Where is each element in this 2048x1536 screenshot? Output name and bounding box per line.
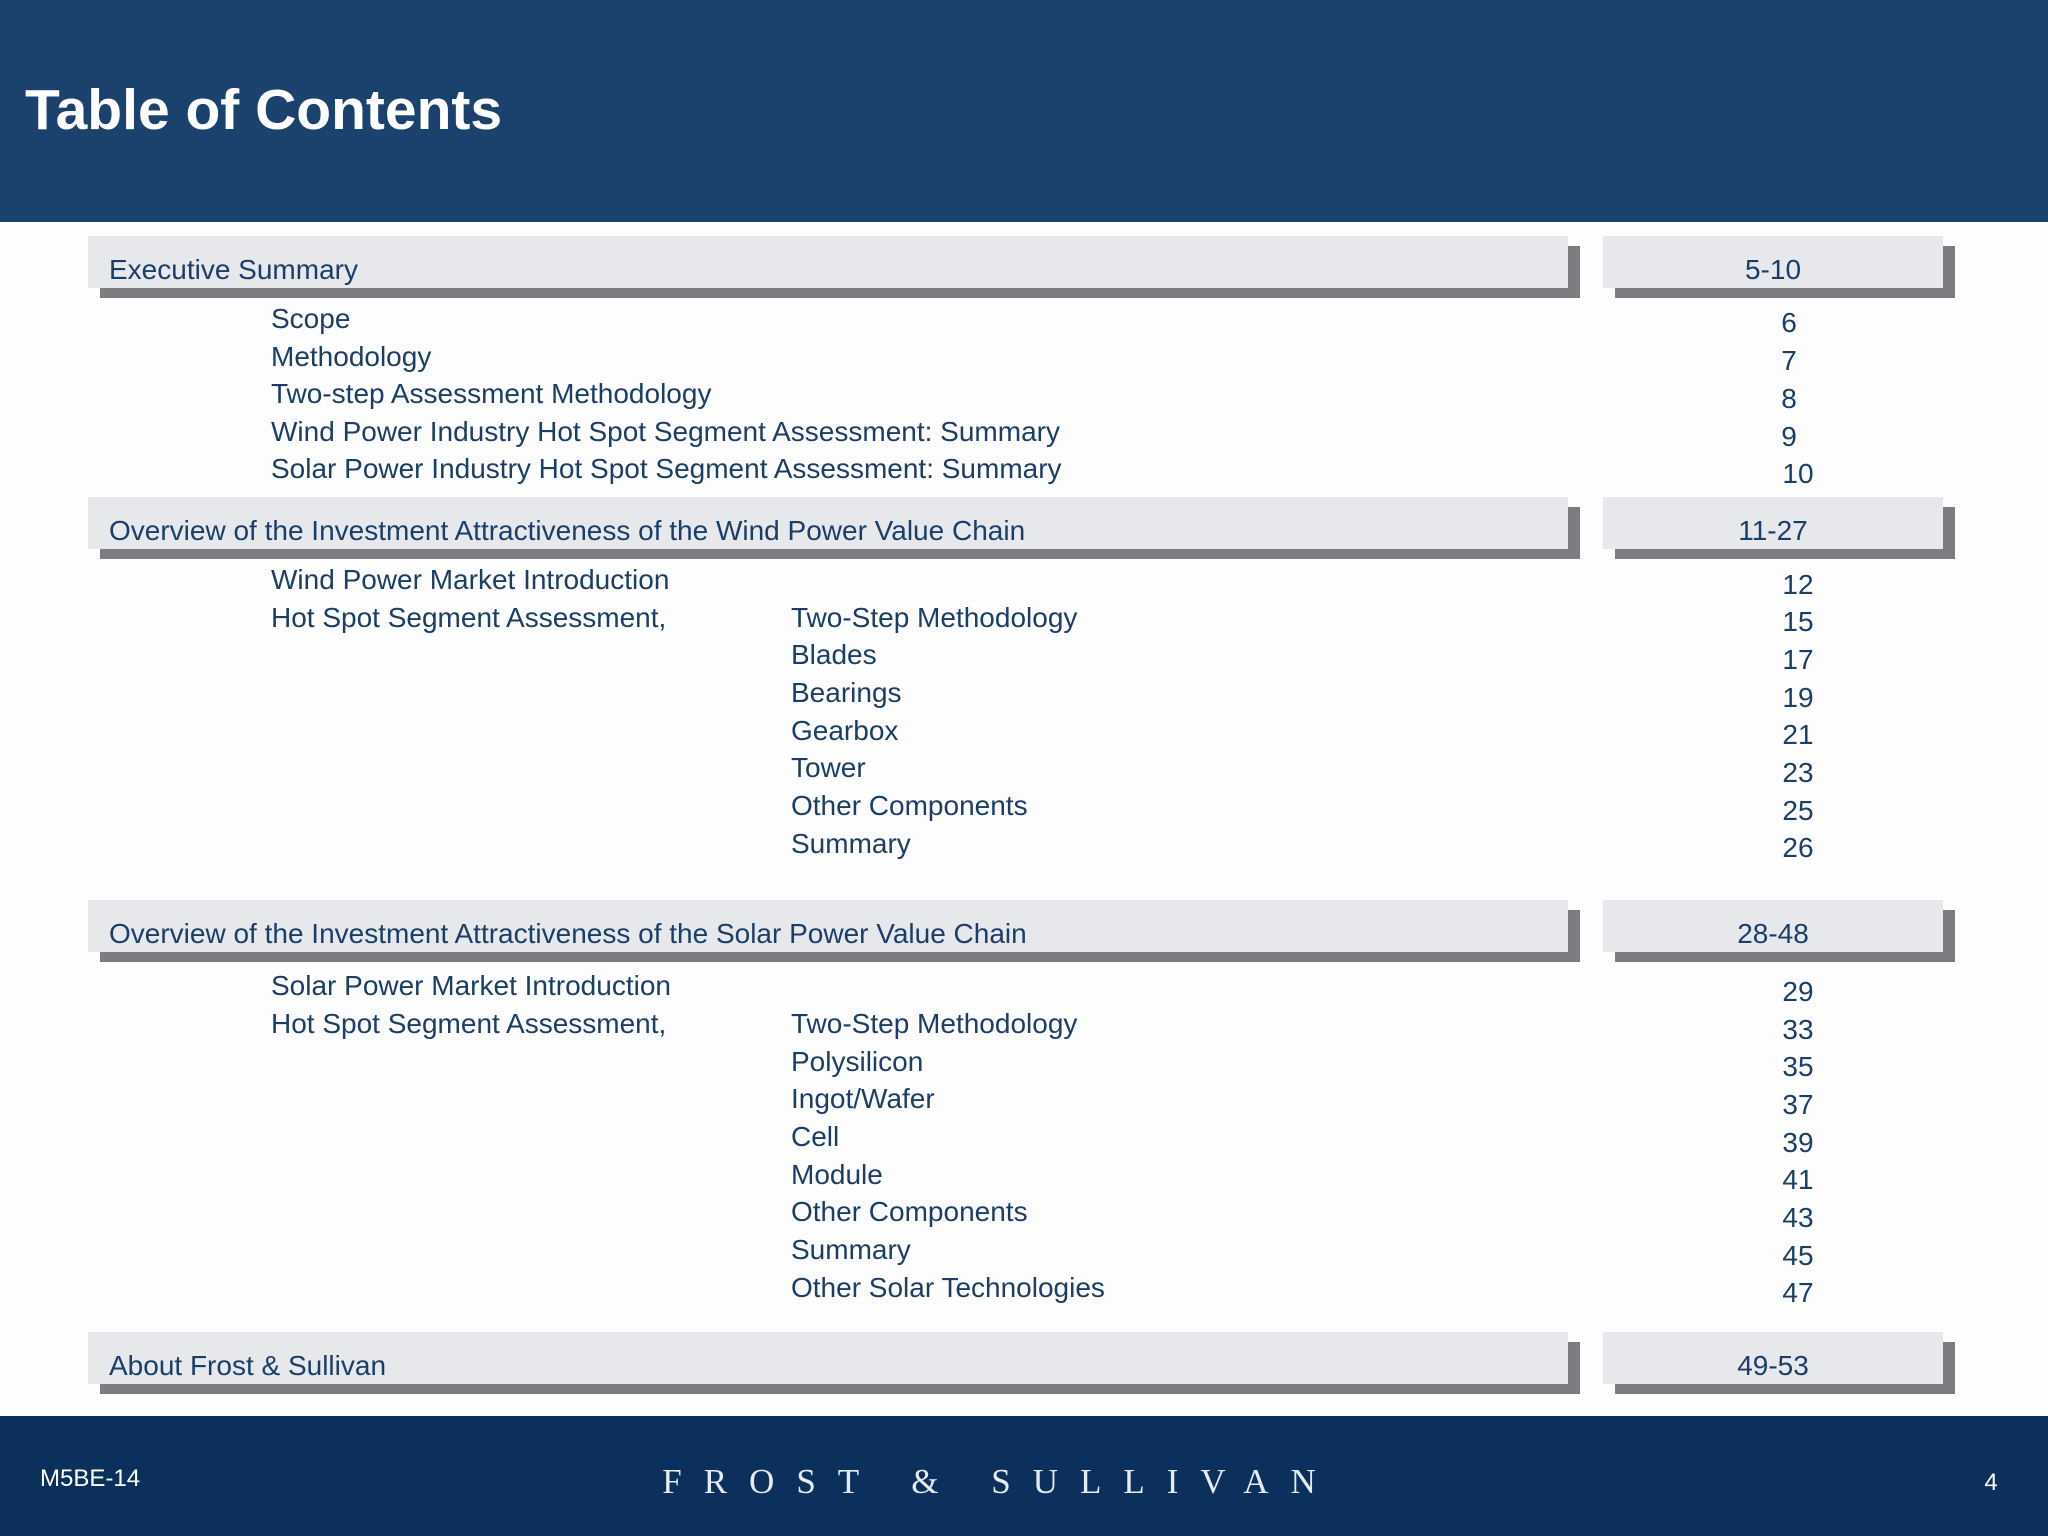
toc-group-label: Hot Spot Segment Assessment, xyxy=(271,1008,667,1039)
section-pages: 28-48 xyxy=(1737,918,1809,949)
toc-page-number: 15 xyxy=(1782,606,1814,637)
section-pages-box xyxy=(1603,497,1943,549)
toc-page-number: 43 xyxy=(1782,1202,1814,1233)
toc-page-number: 47 xyxy=(1782,1277,1814,1308)
toc-item[interactable]: Methodology xyxy=(271,341,432,372)
toc-subitem[interactable]: Summary xyxy=(791,1234,911,1265)
section-pages-box xyxy=(1603,236,1943,288)
section-title: About Frost & Sullivan xyxy=(109,1350,387,1381)
toc-page-number: 21 xyxy=(1782,719,1814,750)
section-title: Overview of the Investment Attractiveness of the Wind Power Value Chain xyxy=(109,515,1026,546)
toc-subitem[interactable]: Other Components xyxy=(791,1196,1028,1227)
page-title: Table of Contents xyxy=(25,78,503,142)
toc-page-number: 39 xyxy=(1782,1127,1814,1158)
section-pages: 49-53 xyxy=(1737,1350,1809,1381)
section-pages-box xyxy=(1603,1332,1943,1384)
toc-page-number: 19 xyxy=(1782,682,1814,713)
toc-page-number: 25 xyxy=(1782,795,1814,826)
toc-item[interactable]: Two-step Assessment Methodology xyxy=(271,378,712,409)
section-title: Executive Summary xyxy=(109,254,358,285)
toc-page-number: 8 xyxy=(1781,383,1797,414)
toc-subitem[interactable]: Other Components xyxy=(791,790,1028,821)
toc-item[interactable]: Wind Power Industry Hot Spot Segment Assessment: Summary xyxy=(271,416,1060,447)
section-bar-executive-summary[interactable] xyxy=(88,236,1568,288)
brand-logo: FROST & SULLIVAN xyxy=(662,1462,1338,1501)
toc-page-number: 26 xyxy=(1782,832,1814,863)
section-title: Overview of the Investment Attractiveness of the Solar Power Value Chain xyxy=(109,918,1027,949)
toc-subitem[interactable]: Tower xyxy=(791,752,866,783)
page-number: 4 xyxy=(1984,1469,1998,1496)
toc-page-number: 17 xyxy=(1782,644,1814,675)
toc-subitem[interactable]: Gearbox xyxy=(791,715,899,746)
toc-page-number: 41 xyxy=(1782,1164,1814,1195)
document-code: M5BE-14 xyxy=(40,1465,141,1492)
toc-page-number: 12 xyxy=(1782,569,1814,600)
toc-subitem[interactable]: Polysilicon xyxy=(791,1046,924,1077)
toc-subitem[interactable]: Module xyxy=(791,1159,883,1190)
toc-subitem[interactable]: Two-Step Methodology xyxy=(791,602,1078,633)
toc-page-number: 45 xyxy=(1782,1240,1814,1271)
toc-item[interactable]: Solar Power Industry Hot Spot Segment Assessment: Summary xyxy=(271,453,1062,484)
toc-subitem[interactable]: Summary xyxy=(791,828,911,859)
toc-subitem[interactable]: Ingot/Wafer xyxy=(791,1083,935,1114)
section-bar-about[interactable] xyxy=(88,1332,1568,1384)
toc-page-number: 33 xyxy=(1782,1014,1814,1045)
toc-page-number: 35 xyxy=(1782,1051,1814,1082)
toc-page-number: 10 xyxy=(1782,458,1814,489)
section-pages: 11-27 xyxy=(1738,515,1808,546)
toc-subitem[interactable]: Cell xyxy=(791,1121,840,1152)
section-bar-solar-power[interactable] xyxy=(88,900,1568,952)
toc-subitem[interactable]: Other Solar Technologies xyxy=(791,1272,1105,1303)
toc-item[interactable]: Wind Power Market Introduction xyxy=(271,564,670,595)
toc-page-number: 6 xyxy=(1781,307,1797,338)
toc-page-number: 23 xyxy=(1782,757,1814,788)
toc-subitem[interactable]: Two-Step Methodology xyxy=(791,1008,1078,1039)
toc-page-number: 9 xyxy=(1781,421,1797,452)
toc-group-label: Hot Spot Segment Assessment, xyxy=(271,602,667,633)
section-pages: 5-10 xyxy=(1744,254,1802,285)
toc-item[interactable]: Scope xyxy=(271,303,351,334)
toc-page-number: 7 xyxy=(1781,345,1797,376)
toc-page-number: 29 xyxy=(1782,976,1814,1007)
toc-item[interactable]: Solar Power Market Introduction xyxy=(271,970,671,1001)
toc-subitem[interactable]: Blades xyxy=(791,639,877,670)
header-banner xyxy=(0,0,2048,222)
section-pages-box xyxy=(1603,900,1943,952)
section-bar-wind-power[interactable] xyxy=(88,497,1568,549)
toc-subitem[interactable]: Bearings xyxy=(791,677,902,708)
toc-page-number: 37 xyxy=(1782,1089,1814,1120)
